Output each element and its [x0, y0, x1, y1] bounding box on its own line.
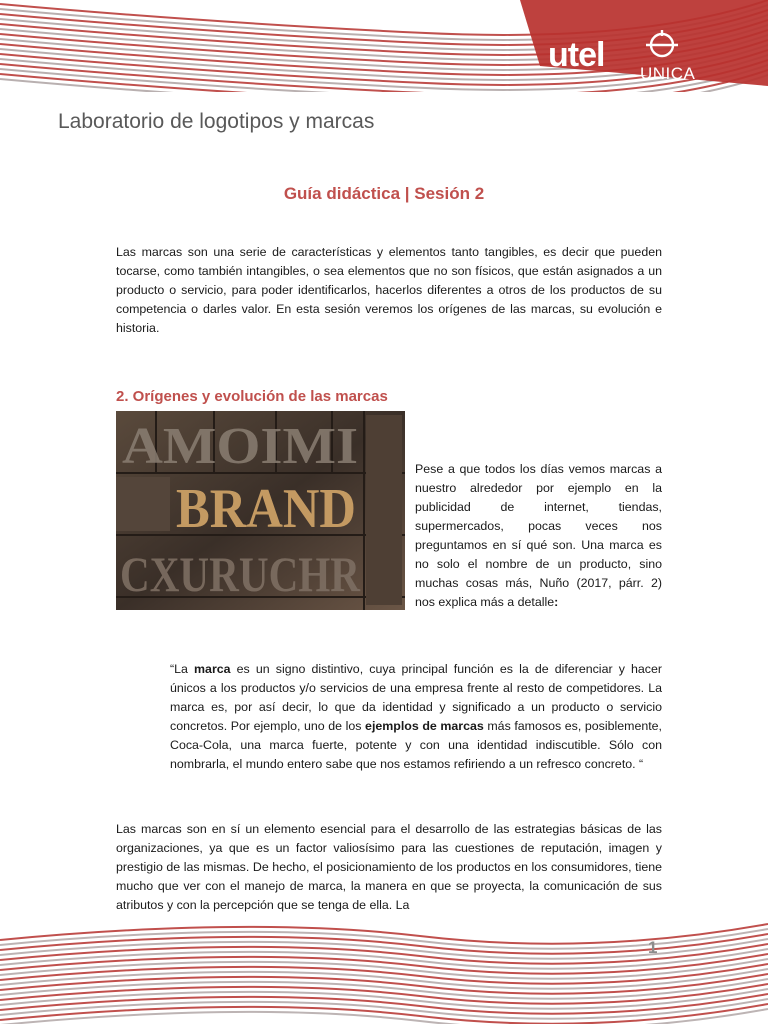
brand-letterpress-image: [116, 411, 405, 610]
intro-paragraph: Las marcas son una serie de características y elementos tanto tangibles, es decir que pueden tocarse, como también intangibles, o sea elementos que no son físicos, que están asignados a un producto o servicio, para poder identificarlos, hacerlos diferentes a otros de los productos de su competencia o darles valor. En esta sesión veremos los orígenes de las marcas, su evolución e historia.: [116, 245, 662, 335]
image-brand-word: BRAND: [176, 478, 356, 540]
utel-wordmark: utel: [548, 36, 605, 74]
side-paragraph: [415, 460, 662, 612]
side-paragraph-text: Pese a que todos los días vemos marcas a nuestro alrededor por ejemplo en la publicidad de internet, tiendas, supermercados, pocas veces nos preguntamos en sí qué son. Una marca es no solo el nombre de un producto, sino muchas cosas más, Nuño (2017, párr. 2) nos explica más a detalle: [415, 462, 662, 609]
quote-bold-ejemplos: ejemplos de marcas: [365, 719, 484, 733]
page-number: 1: [648, 938, 658, 957]
utel-unica-logo: [548, 28, 708, 84]
quote-text-2: más famosos es, posiblemente, Coca-Cola, una marca fuerte, potente y con una identidad indiscutible. Sólo con nombrarla, el mundo entero sabe que nos estamos refiriendo a un refresco concreto. “: [170, 719, 662, 771]
image-top-letters: AMOIMI: [122, 418, 358, 475]
section-heading: 2. Orígenes y evolución de las marcas: [116, 388, 388, 405]
image-bottom-letters: CXURUCHR: [120, 546, 361, 602]
closing-paragraph: Las marcas son en sí un elemento esencial para el desarrollo de las estrategias básicas de las organizaciones, ya que es un factor valiosísimo para las cuestiones de reputación, imagen y prestigio de las mismas. De hecho, el posicionamiento de los productos en los consumidores, tiene mucho que ver con el manejo de marca, la manera en que se proyecta, la comunicación de sus atributos y con la percepción que se tenga de ella. La: [116, 822, 662, 912]
quote-text-1: es un signo distintivo, cuya principal función es la de diferenciar y hacer únicos a los productos y/o servicios de una empresa frente al resto de competidores. La marca es, por así decir, lo que da identidad y significado a un producto o servicio concretos. Por ejemplo, uno de los: [170, 662, 662, 733]
guide-title: Guía didáctica | Sesión 2: [283, 184, 485, 203]
lab-title: Laboratorio de logotipos y marcas: [58, 110, 375, 133]
unica-ring-icon: [642, 28, 682, 62]
quote-open: “La: [170, 662, 195, 676]
side-paragraph-colon: :: [554, 595, 559, 609]
quote-bold-marca: marca: [194, 662, 231, 676]
quote-block: [170, 660, 662, 774]
unica-wordmark: UNICA: [640, 64, 696, 83]
